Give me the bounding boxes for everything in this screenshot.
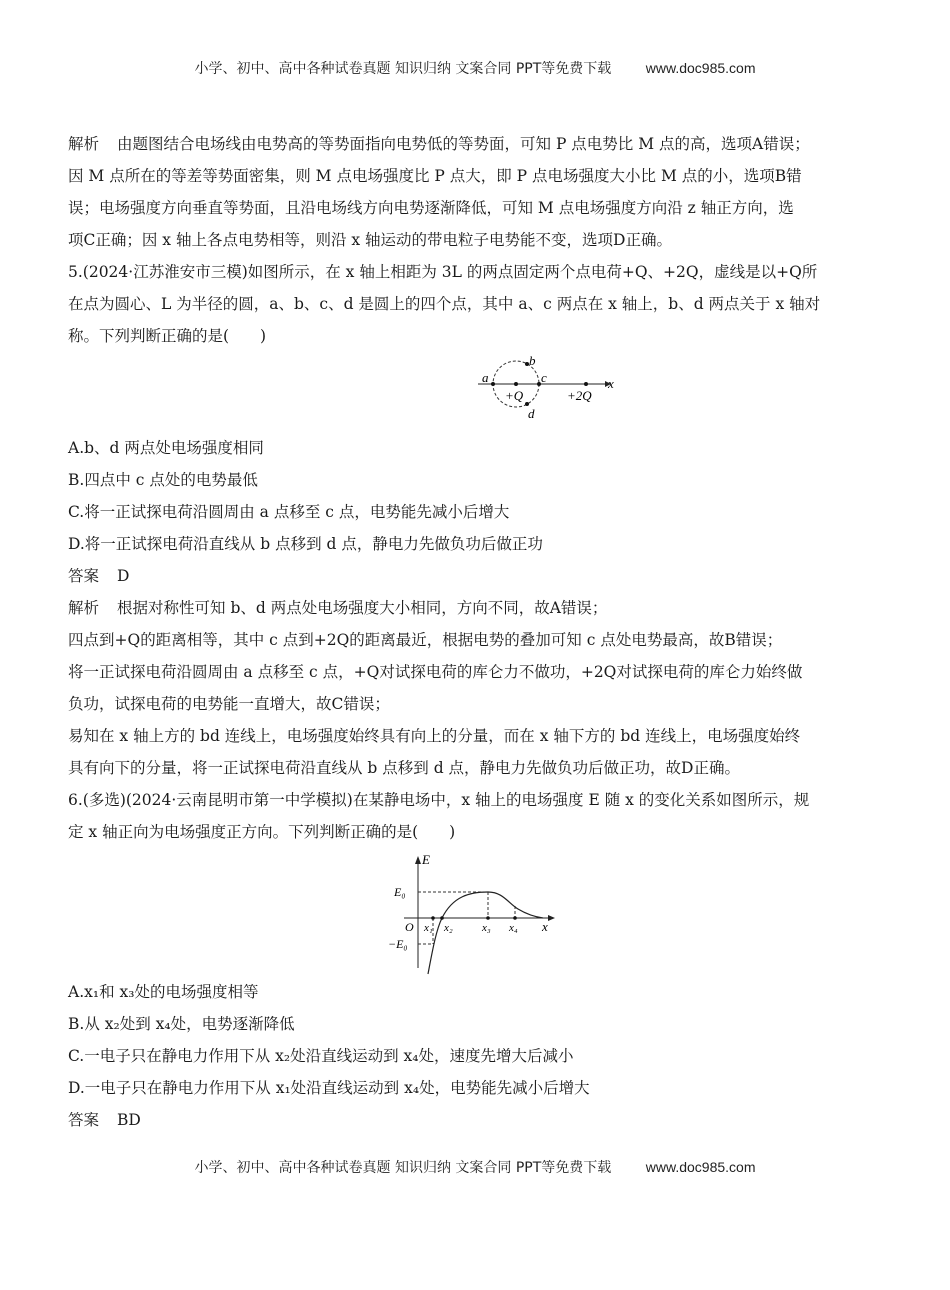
question-stem-line: 6.(多选)(2024·云南昆明市第一中学模拟)在某静电场中，x 轴上的电场强度 E 随 x 的变化关系如图所示，规 — [68, 791, 810, 809]
option-d: D.将一正试探电荷沿直线从 b 点移到 d 点，静电力先做负功后做正功 — [68, 535, 543, 553]
svg-text:x₃: x₃ — [482, 922, 491, 934]
question-stem-line: 在点为圆心、L 为半径的圆，a、b、c、d 是圆上的四个点，其中 a、c 两点在 x 轴上，b、d 两点关于 x 轴对 — [68, 295, 821, 313]
option-b: B.从 x₂处到 x₄处，电势逐渐降低 — [68, 1015, 295, 1033]
analysis-line: 误；电场强度方向垂直等势面，且沿电场线方向电势逐渐降低，可知 M 点电场强度方向沿 z 轴正方向，选 — [68, 199, 794, 217]
analysis-line — [68, 128, 898, 160]
charge-circle-diagram — [68, 352, 898, 432]
document-body — [68, 128, 898, 1136]
svg-text:c: c — [541, 370, 547, 385]
option-b: B.四点中 c 点处的电势最低 — [68, 471, 258, 489]
svg-text:O: O — [405, 920, 414, 934]
svg-text:E: E — [422, 852, 430, 867]
option-a: A.x₁和 x₃处的电场强度相等 — [68, 983, 259, 1001]
svg-text:d: d — [528, 406, 535, 421]
option-d: D.一电子只在静电力作用下从 x₁处沿直线运动到 x₄处，电势能先减小后增大 — [68, 1079, 590, 1097]
q5-figure — [68, 352, 898, 432]
question-stem-line: 5.(2024·江苏淮安市三模)如图所示，在 x 轴上相距为 3L 的两点固定两个点电荷+Q、+2Q，虚线是以+Q所 — [68, 263, 818, 281]
answer-value: BD — [117, 1111, 141, 1129]
svg-text:+2Q: +2Q — [567, 388, 592, 403]
svg-text:−E₀: −E₀ — [388, 937, 408, 951]
header-url: www.doc985.com — [645, 60, 756, 76]
svg-text:E₀: E₀ — [394, 885, 406, 899]
answer-label: 答案 — [68, 1111, 100, 1129]
answer-line — [68, 560, 898, 592]
analysis-text: 由题图结合电场线由电势高的等势面指向电势低的等势面，可知 P 点电势比 M 点的高，选项A错误； — [117, 135, 810, 153]
footer-url: www.doc985.com — [645, 1159, 756, 1175]
svg-text:+Q: +Q — [505, 388, 524, 403]
analysis-label: 解析 — [68, 599, 100, 617]
header-text: 小学、初中、高中各种试卷真题 知识归纳 文案合同 PPT等免费下载 — [194, 61, 612, 77]
page-footer — [0, 1157, 950, 1177]
svg-text:x₁: x₁ — [424, 922, 433, 934]
svg-text:b: b — [529, 353, 536, 368]
q6-figure — [68, 848, 898, 976]
footer-text: 小学、初中、高中各种试卷真题 知识归纳 文案合同 PPT等免费下载 — [194, 1160, 612, 1176]
option-c: C.将一正试探电荷沿圆周由 a 点移至 c 点，电势能先减小后增大 — [68, 503, 510, 521]
analysis-text: 根据对称性可知 b、d 两点处电场强度大小相同，方向不同，故A错误； — [117, 599, 608, 617]
analysis-line — [68, 592, 898, 624]
answer-label: 答案 — [68, 567, 100, 585]
answer-value: D — [117, 567, 130, 585]
analysis-line: 因 M 点所在的等差等势面密集，则 M 点电场强度比 P 点大，即 P 点电场强度大小比 M 点的小，选项B错 — [68, 167, 802, 185]
analysis-label: 解析 — [68, 135, 100, 153]
analysis-line: 项C正确；因 x 轴上各点电势相等，则沿 x 轴运动的带电粒子电势能不变，选项D正确。 — [68, 231, 672, 249]
analysis-line: 易知在 x 轴上方的 bd 连线上，电场强度始终具有向上的分量，而在 x 轴下方的 bd 连线上，电场强度始终 — [68, 727, 801, 745]
analysis-line: 将一正试探电荷沿圆周由 a 点移至 c 点，+Q对试探电荷的库仑力不做功，+2Q对试探电荷的库仑力始终做 — [68, 663, 803, 681]
analysis-line: 四点到+Q的距离相等，其中 c 点到+2Q的距离最近，根据电势的叠加可知 c 点处电势最高，故B错误； — [68, 631, 783, 649]
svg-text:x: x — [608, 376, 614, 391]
page-header — [0, 58, 950, 78]
prev-analysis — [68, 128, 898, 256]
question-stem-line: 称。下列判断正确的是( ) — [68, 327, 267, 345]
question-6 — [68, 784, 898, 1136]
analysis-line: 具有向下的分量，将一正试探电荷沿直线从 b 点移到 d 点，静电力先做负功后做正功，故D正确。 — [68, 759, 740, 777]
answer-line — [68, 1104, 898, 1136]
option-a: A.b、d 两点处电场强度相同 — [68, 439, 264, 457]
svg-text:x: x — [542, 919, 548, 934]
question-5 — [68, 256, 898, 784]
analysis-line: 负功，试探电荷的电势能一直增大，故C错误； — [68, 695, 390, 713]
svg-text:a: a — [482, 370, 489, 385]
question-stem-line: 定 x 轴正向为电场强度正方向。下列判断正确的是( ) — [68, 823, 456, 841]
svg-text:x₄: x₄ — [509, 922, 518, 934]
svg-text:x₂: x₂ — [444, 922, 453, 934]
e-x-graph — [68, 848, 898, 976]
option-c: C.一电子只在静电力作用下从 x₂处沿直线运动到 x₄处，速度先增大后减小 — [68, 1047, 574, 1065]
